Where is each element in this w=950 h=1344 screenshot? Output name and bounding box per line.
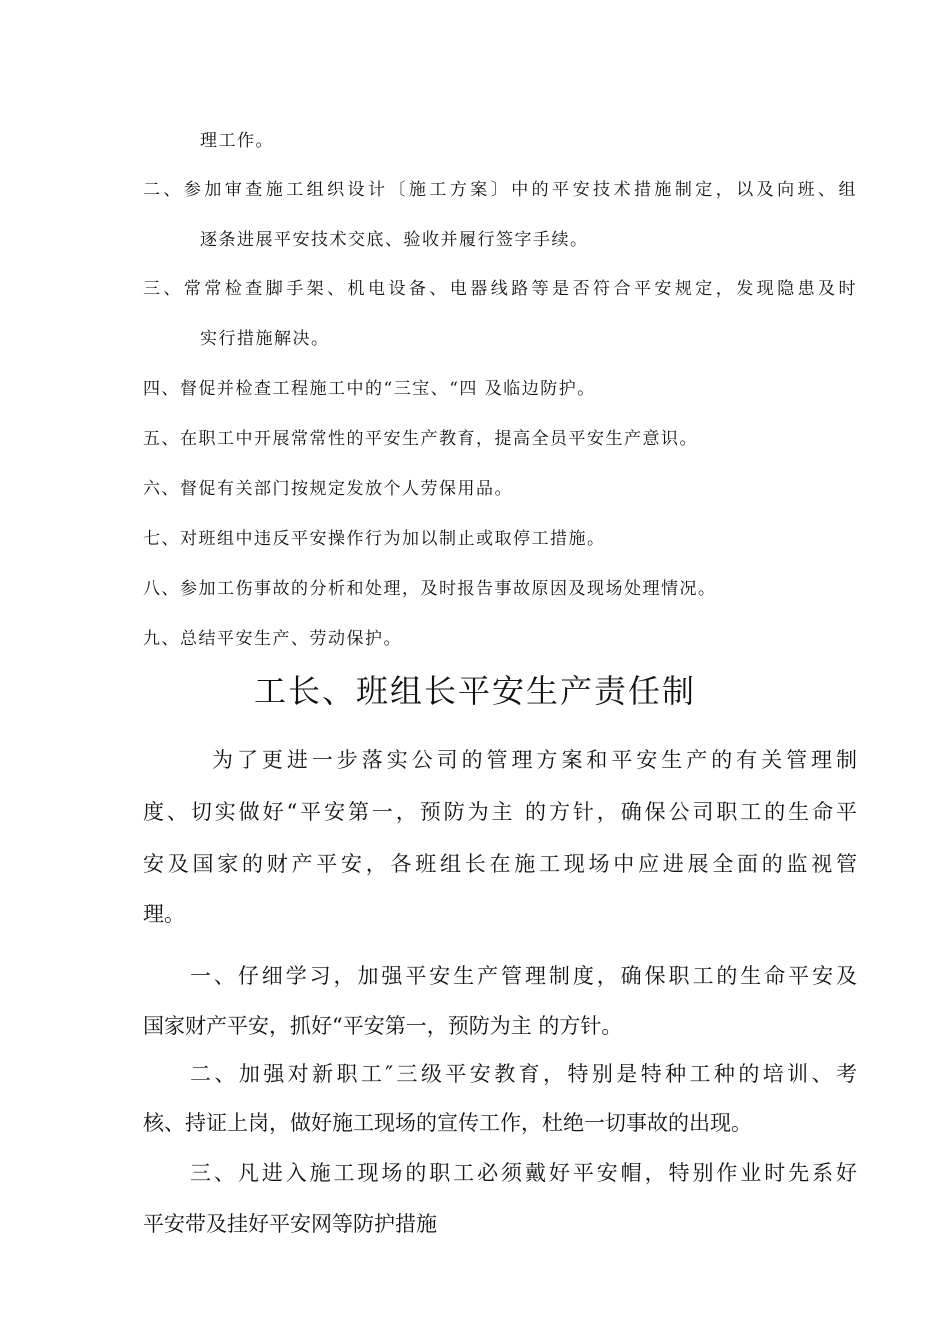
list-item-3-continuation: 实行措施解决。 (200, 329, 330, 349)
intro-line-4: 理。 (143, 902, 185, 926)
list-item-3: 三、常常检查脚手架、机电设备、电器线路等是否符合平安规定，发现隐患及时 (143, 279, 857, 299)
intro-line-3: 安及国家的财产平安，各班组长在施工现场中应进展全面的监视管 (143, 852, 857, 876)
para-1-line-2: 国家财产平安，抓好“平安第一，预防为主 的方针。 (143, 1014, 623, 1038)
section-title: 工长、班组长平安生产责任制 (253, 672, 696, 710)
intro-line-2: 度、切实做好“平安第一，预防为主 的方针，确保公司职工的生命平 (143, 800, 857, 824)
list-item-2: 二、参加审查施工组织设计〔施工方案〕中的平安技术措施制定，以及向班、组 (143, 180, 857, 200)
list-item-8: 八、参加工伤事故的分析和处理，及时报告事故原因及现场处理情况。 (143, 579, 717, 599)
list-item-9: 九、总结平安生产、劳动保护。 (143, 629, 402, 649)
para-3-line-2: 平安带及挂好平安网等防护措施 (143, 1212, 437, 1236)
list-item-7: 七、对班组中违反平安操作行为加以制止或取停工措施。 (143, 529, 606, 549)
list-item-6: 六、督促有关部门按规定发放个人劳保用品。 (143, 479, 513, 499)
list-item-2-continuation: 逐条进展平安技术交底、验收并履行签字手续。 (200, 230, 589, 250)
para-2-line-2: 核、持证上岗，做好施工现场的宣传工作，杜绝一切事故的出现。 (143, 1111, 752, 1135)
intro-line-1: 为了更进一步落实公司的管理方案和平安生产的有关管理制 (212, 748, 857, 772)
para-1-line-1: 一、仔细学习，加强平安生产管理制度，确保职工的生命平安及 (190, 964, 857, 988)
list-item-4: 四、督促并检查工程施工中的“三宝、“四 及临边防护。 (143, 379, 596, 399)
list-item-continuation: 理工作。 (200, 131, 274, 151)
para-2-line-1: 二、加强对新职工″三级平安教育，特别是特种工种的培训、考 (190, 1062, 857, 1086)
para-3-line-1: 三、凡进入施工现场的职工必须戴好平安帽，特别作业时先系好 (190, 1161, 857, 1185)
list-item-5: 五、在职工中开展常常性的平安生产教育，提高全员平安生产意识。 (143, 429, 698, 449)
